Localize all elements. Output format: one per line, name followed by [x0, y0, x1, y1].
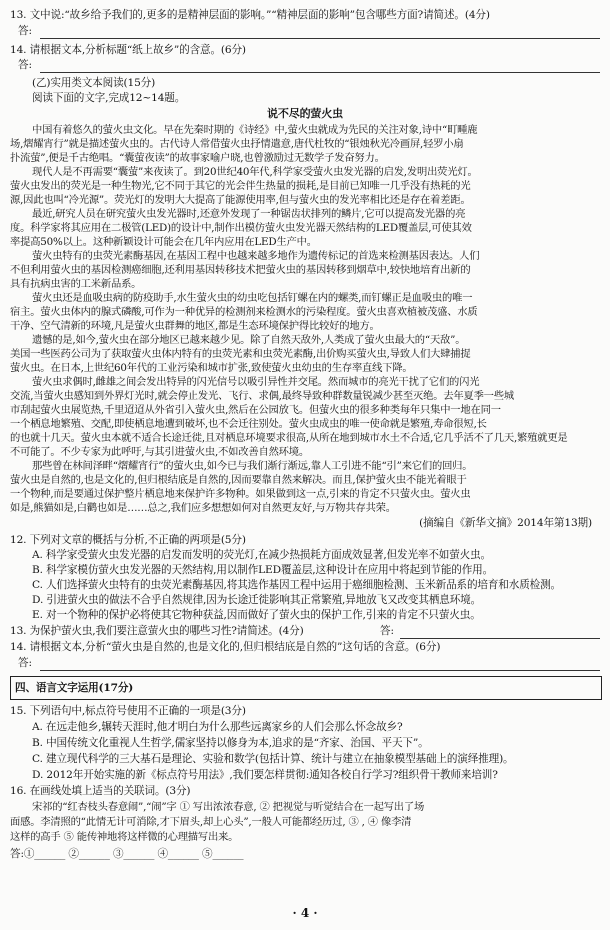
article-line: 宿主。萤火虫体内的腺式磷酸,可作为一种优异的检测剂来检测水的污染程度。萤火虫喜欢植被茂盛、水质 — [10, 306, 478, 318]
q12-option-c: C. 人们选择萤火虫特有的虫荧光素酶基因,将其选作基因工程中运用于癌细胞检测、玉米新品系的培育和水质检测。 — [32, 579, 561, 591]
q15-option-a: A. 在远走他乡,辗转天涯时,他才明白为什么那些远离家乡的人们会那么怀念故乡? — [32, 721, 403, 733]
section-b-title: (乙)实用类文本阅读(15分) — [32, 77, 156, 89]
q12-option-e: E. 对一个物种的保护必将使其它物种获益,因而做好了萤火虫的保护工作,引来的肯定不只萤火虫。 — [32, 609, 481, 621]
q16-passage-line: 这样的高手 ⑤ 能传神地将这样微的心理描写出来。 — [10, 831, 239, 843]
question-14-stem: 14. 请根据文本,分析“萤火虫是自然的,也是文化的,但归根结底是自然的”这句话的含意。(6分) — [10, 641, 441, 653]
article-line: 那些曾在林间泽畔“熠耀宵行”的萤火虫,如今已与我们渐行渐远,靠人工引进不能“引”来它们的回归。 — [32, 460, 473, 472]
article-line: 一个栖息地繁殖、交配,即使栖息地遭到破坏,也不会迁往别处。萤火虫成虫的唯一使命就是繁殖,寿命很短,长 — [10, 418, 487, 430]
article-line: 市刮起萤火虫展览热,千里迢迢从外省引入萤火虫,然后在公园放飞。但萤火虫的很多种类每年只集中一地在同一 — [10, 404, 501, 416]
article-line: 干净、空气清新的环境,凡是萤火虫群舞的地区,都是生态环境保护得比较好的地方。 — [10, 320, 380, 332]
article-line: 交流,当萤火虫感知到外界灯光时,就会停止发光、飞行、求偶,最终导致种群数量锐减少甚至灭绝。去年夏季一些城 — [10, 390, 514, 402]
answer-line — [40, 72, 600, 73]
article-line: 率提高50%以上。这种新颖设计可能会在几年内应用在LED生产中。 — [10, 236, 317, 248]
article-line: 遗憾的是,如今,萤火虫在部分地区已越来越少见。除了自然天敌外,人类成了萤火虫最大的“天敌”。 — [32, 334, 466, 346]
q16-answer-blanks: 答:①______ ②______ ③______ ④______ ⑤______ — [10, 848, 244, 860]
answer-label: 答: — [18, 59, 32, 71]
answer-line — [40, 670, 600, 671]
question-14-top: 14. 请根据文本,分析标题“纸上故乡”的含意。(6分) — [10, 44, 246, 56]
q15-option-d: D. 2012年开始实施的新《标点符号用法》,我们要怎样贯彻:通知各校自行学习?组织骨干教师来培训? — [32, 769, 498, 781]
article-line: 扑流萤”,便是千古绝唱。“囊萤夜读”的故事家喻户晓,也曾激励过无数学子发奋努力。 — [10, 152, 385, 164]
article-line: 萤火虫发出的荧光是一种生物光,它不同于其它的光会伴生热量的损耗,是目前已知唯一几乎没有热耗的光 — [10, 180, 471, 192]
article-line: 萤火虫还是血吸虫病的防疫助手,水生萤火虫的幼虫吃包括钉螺在内的螺类,而钉螺正是血吸虫的唯一 — [32, 292, 473, 304]
article-line: 不可能了。不少专家为此呼吁,与其引进萤火虫,不如改善自然环境。 — [10, 446, 309, 458]
article-line: 现代人是不再需要“囊萤”来夜读了。到20世纪40年代,科学家受萤火虫发光器的启发,发明出荧光灯。 — [32, 166, 478, 178]
question-15-stem: 15. 下列语句中,标点符号使用不正确的一项是(3分) — [10, 705, 246, 717]
question-12-stem: 12. 下列对文章的概括与分析,不正确的两项是(5分) — [10, 534, 246, 546]
article-line: 中国有着悠久的萤火虫文化。早在先秦时期的《诗经》中,萤火虫就成为先民的关注对象,诗中“町畽鹿 — [32, 124, 478, 136]
q16-passage-line: 宋祁的“红杏枝头春意闹”,“闹”字 ① 写出浓浓春意, ② 把视觉与听觉结合在一起写出了场 — [32, 801, 425, 813]
question-13-stem: 13. 为保护萤火虫,我们要注意萤火虫的哪些习性?请简述。(4分) — [10, 625, 304, 637]
q12-option-d: D. 引进萤火虫的做法不合乎自然规律,因为长途迁徙影响其正常繁殖,异地放飞又改变其栖息环境。 — [32, 594, 482, 606]
answer-label: 答: — [18, 25, 32, 37]
section-4-title: 四、语言文字运用(17分) — [15, 682, 134, 694]
q15-option-b: B. 中国传统文化重视人生哲学,儒家坚持以修身为本,追求的是“齐家、治国、平天下”。 — [32, 737, 429, 749]
page-number: · 4 · — [292, 906, 318, 920]
answer-line — [40, 38, 600, 39]
q12-option-b: B. 科学家模仿萤火虫发光器的天然结构,用以制作LED覆盖层,这种设计在应用中将起到节能的作用。 — [32, 564, 494, 576]
article-line: 萤火虫。在日本,上世纪60年代的工业污染和城市扩张,致使萤火虫幼虫的生存率直线下降。 — [10, 362, 413, 374]
article-line: 度。科学家将其应用在二极管(LED)的设计中,制作出模仿萤火虫发光器天然结构的LED覆盖层,可使其效 — [10, 222, 472, 234]
answer-label: 答: — [380, 625, 394, 637]
question-16-stem: 16. 在画线处填上适当的关联词。(3分) — [10, 785, 191, 797]
reading-instruction: 阅读下面的文字,完成12~14题。 — [32, 92, 186, 104]
article-line: 美国一些医药公司为了获取萤火虫体内特有的虫荧光素和虫荧光素酶,出价购买萤火虫,导致人们大肆捕捉 — [10, 348, 471, 360]
article-line: 最近,研究人员在研究萤火虫发光器时,还意外发现了一种锯齿状排列的鳞片,它可以提高发光器的亮 — [32, 208, 466, 220]
q15-option-c: C. 建立现代科学的三大基石是理论、实验和数学(包括计算、统计与建立在抽象模型基础上的演绎推理)。 — [32, 753, 514, 765]
q16-passage-line: 面感。李清照的“此情无计可消除,才下眉头,却上心头”,一般人可能都经历过, ③ , ④ 像李清 — [10, 816, 412, 828]
article-line: 萤火虫是自然的,也是文化的,但归根结底是自然的,因而要靠自然来解决。而且,保护萤火虫不能光着眼于 — [10, 474, 467, 486]
section-4-header-box — [10, 676, 602, 700]
article-title: 说不尽的萤火虫 — [267, 107, 343, 120]
article-line: 的也就十几天。萤火虫本就不适合长途迁徙,且对栖息环境要求很高,从所在地到城市水土不合适,它几乎活不了几天,繁殖就更是 — [10, 432, 568, 444]
article-line: 萤火虫特有的虫荧光素酶基因,在基因工程中也越来越多地作为遗传标记的首选来检测基因表达。人们 — [32, 250, 480, 262]
article-line: 一个物种,而是要通过保护整片栖息地来保护许多物种。如果做到这一点,引来的肯定不只萤火虫。萤火虫 — [10, 488, 471, 500]
question-13-top: 13. 文中说:“故乡给予我们的,更多的是精神层面的影响。”“精神层面的影响”包含哪些方面?请简述。(4分) — [10, 9, 490, 21]
article-line: 萤火虫求偶时,雌雄之间会发出特异的闪光信号以吸引异性并交尾。然而城市的亮光干扰了它们的闪光 — [32, 376, 480, 388]
answer-line — [400, 638, 600, 639]
q12-option-a: A. 科学家受萤火虫发光器的启发而发明的荧光灯,在减少热损耗方面成效显著,但发光率不如萤火虫。 — [32, 549, 492, 561]
article-line: 不但利用萤火虫的基因检测癌细胞,还利用基因转移技术把萤火虫的基因转移到烟草中,较快地培育出新的 — [10, 264, 471, 276]
article-line: 场,熠耀宵行”就是描述萤火虫的。古代诗人常借萤火虫抒情遣意,唐代杜牧的“银烛秋光冷画屏,轻罗小扇 — [10, 138, 464, 150]
article-line: 具有抗病虫害的工米新品系。 — [10, 278, 142, 290]
answer-label: 答: — [18, 657, 32, 669]
article-line: 源,因此也叫“冷光源”。荧光灯的发明大大提高了能源使用率,但与萤火虫的发光率相比还是存在着差距。 — [10, 194, 471, 206]
article-line: 如是,熊猫如是,白鹳也如是……总之,我们应多想想如何对自然更友好,与万物共存共荣。 — [10, 502, 396, 514]
article-source: (摘编自《新华文摘》2014年第13期) — [419, 517, 592, 529]
